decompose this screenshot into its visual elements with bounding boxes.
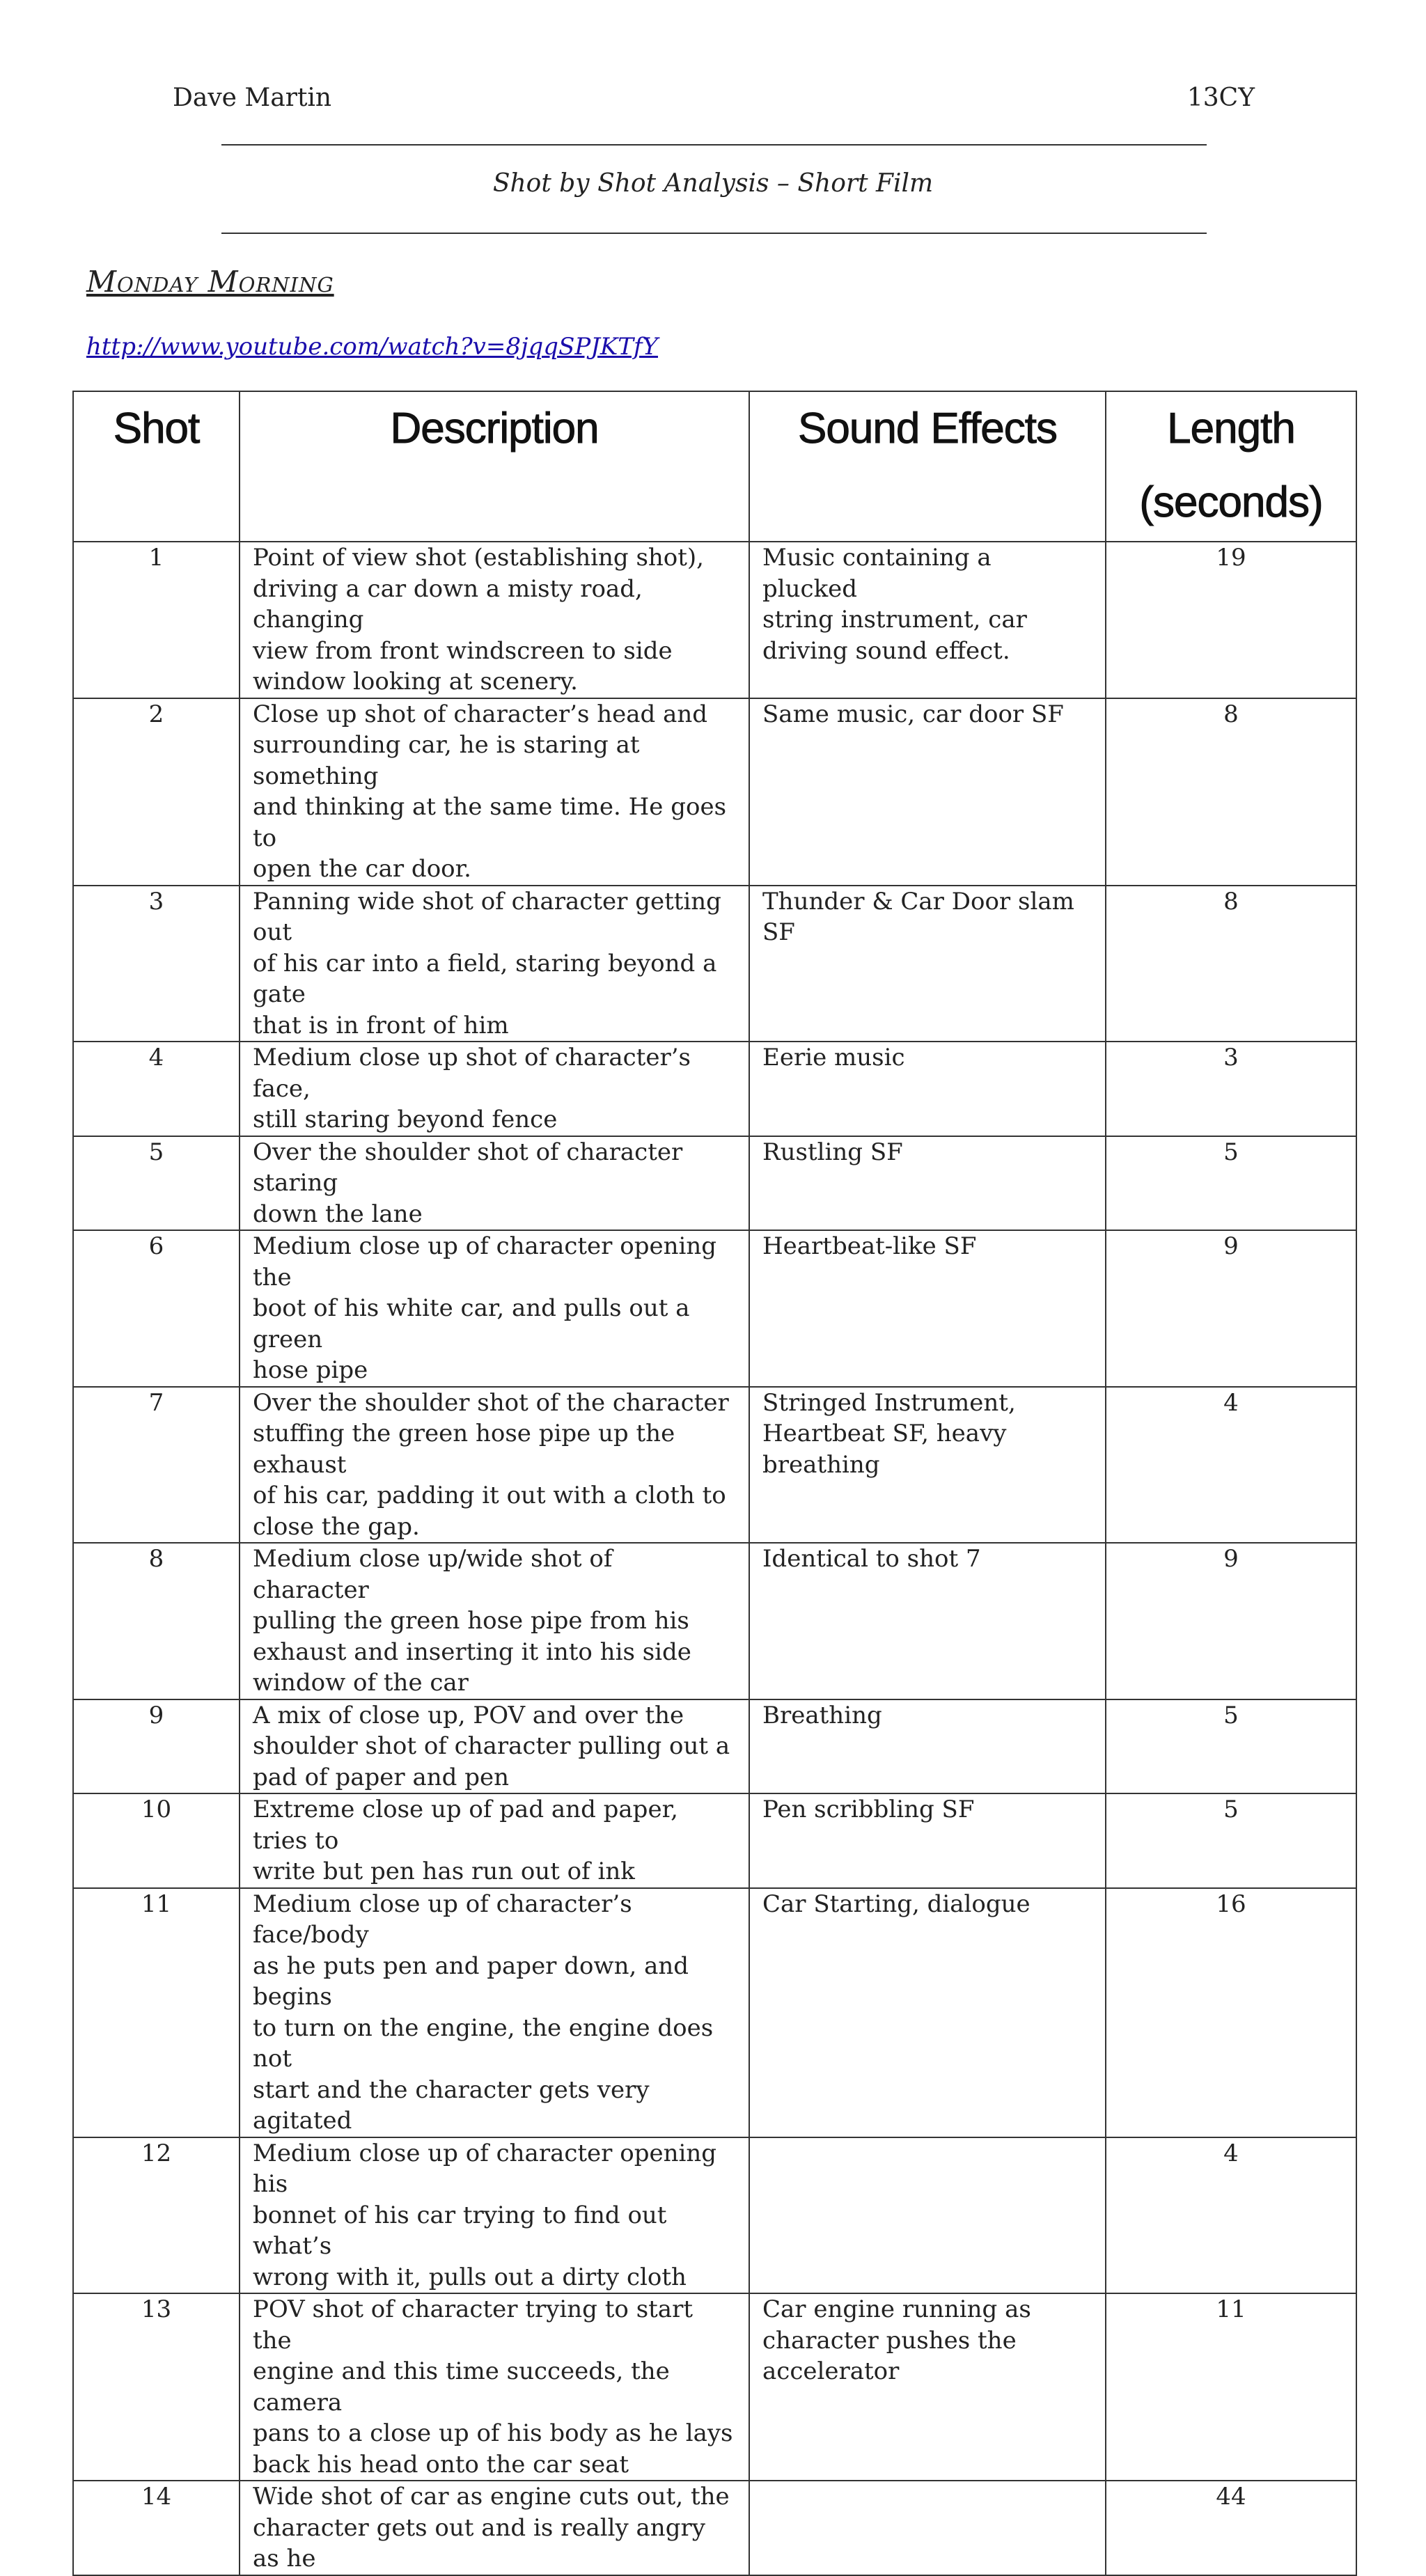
shot-sound: Identical to shot 7 <box>749 1543 1106 1699</box>
header-rule-top <box>221 144 1207 146</box>
shot-number: 1 <box>73 542 240 698</box>
shot-table-header-row <box>73 391 1356 542</box>
shot-sound: Stringed Instrument, Heartbeat SF, heavy breathing <box>749 1387 1106 1544</box>
shot-description: Wide shot of car as engine cuts out, the character gets out and is really angry as he <box>240 2481 749 2575</box>
shot-length: 5 <box>1106 1699 1356 1794</box>
table-row <box>73 1136 1356 1231</box>
shot-sound: Same music, car door SF <box>749 698 1106 886</box>
shot-description: Medium close up of character opening his bonnet of his car trying to find out what’s wrong with it, pulls out a dirty cloth <box>240 2137 749 2294</box>
shot-length: 44 <box>1106 2481 1356 2575</box>
shot-length: 9 <box>1106 1543 1356 1699</box>
shot-sound: Car engine running as character pushes the accelerator <box>749 2293 1106 2481</box>
shot-number: 5 <box>73 1136 240 1231</box>
shot-number: 8 <box>73 1543 240 1699</box>
shot-description: Medium close up of character opening the boot of his white car, and pulls out a green hose pipe <box>240 1230 749 1387</box>
shot-description: Close up shot of character’s head and surrounding car, he is staring at something and thinking at the same time. He goes to open the car door. <box>240 698 749 886</box>
table-row <box>73 1230 1356 1387</box>
shot-description: Over the shoulder shot of the character stuffing the green hose pipe up the exhaust of his car, padding it out with a cloth to close the gap. <box>240 1387 749 1544</box>
table-row <box>73 1042 1356 1136</box>
shot-number: 6 <box>73 1230 240 1387</box>
shot-table <box>72 391 1357 2576</box>
shot-length: 5 <box>1106 1793 1356 1888</box>
table-row <box>73 1387 1356 1544</box>
shot-length: 8 <box>1106 698 1356 886</box>
shot-length: 16 <box>1106 1888 1356 2137</box>
table-row <box>73 1793 1356 1888</box>
table-row <box>73 886 1356 1042</box>
shot-number: 4 <box>73 1042 240 1136</box>
shot-number: 14 <box>73 2481 240 2575</box>
shot-number: 12 <box>73 2137 240 2294</box>
shot-length: 4 <box>1106 2137 1356 2294</box>
shot-sound: Breathing <box>749 1699 1106 1794</box>
header-sound-effects: Sound Effects <box>749 391 1106 542</box>
shot-sound: Eerie music <box>749 1042 1106 1136</box>
shot-sound: Pen scribbling SF <box>749 1793 1106 1888</box>
shot-number: 11 <box>73 1888 240 2137</box>
shot-number: 7 <box>73 1387 240 1544</box>
shot-number: 2 <box>73 698 240 886</box>
shot-sound: Heartbeat-like SF <box>749 1230 1106 1387</box>
shot-description: Medium close up of character’s face/body as he puts pen and paper down, and begins to turn on the engine, the engine does not start and the character gets very agitated <box>240 1888 749 2137</box>
shot-length: 3 <box>1106 1042 1356 1136</box>
shot-length: 19 <box>1106 542 1356 698</box>
class-code: 13CY <box>1186 84 1255 112</box>
shot-length: 11 <box>1106 2293 1356 2481</box>
table-row <box>73 1543 1356 1699</box>
shot-length: 4 <box>1106 1387 1356 1544</box>
shot-sound: Music containing a plucked string instrument, car driving sound effect. <box>749 542 1106 698</box>
shot-number: 9 <box>73 1699 240 1794</box>
film-link[interactable]: http://www.youtube.com/watch?v=8jqqSPJKTfY <box>86 333 658 361</box>
header-length: Length (seconds) <box>1106 391 1356 542</box>
shot-number: 13 <box>73 2293 240 2481</box>
table-row <box>73 698 1356 886</box>
header-rule-bottom <box>221 233 1207 234</box>
shot-sound <box>749 2137 1106 2294</box>
table-row <box>73 2137 1356 2294</box>
shot-number: 10 <box>73 1793 240 1888</box>
shot-length: 9 <box>1106 1230 1356 1387</box>
header-shot: Shot <box>73 391 240 542</box>
shot-description: Extreme close up of pad and paper, tries to write but pen has run out of ink <box>240 1793 749 1888</box>
author-name: Dave Martin <box>173 84 332 112</box>
table-row <box>73 2481 1356 2575</box>
table-row <box>73 2293 1356 2481</box>
shot-number: 3 <box>73 886 240 1042</box>
shot-sound: Car Starting, dialogue <box>749 1888 1106 2137</box>
shot-sound: Thunder & Car Door slam SF <box>749 886 1106 1042</box>
shot-length: 5 <box>1106 1136 1356 1231</box>
shot-sound: Rustling SF <box>749 1136 1106 1231</box>
shot-description: Over the shoulder shot of character staring down the lane <box>240 1136 749 1231</box>
table-row <box>73 1888 1356 2137</box>
shot-sound <box>749 2481 1106 2575</box>
shot-length: 8 <box>1106 886 1356 1042</box>
table-row <box>73 542 1356 698</box>
shot-description: A mix of close up, POV and over the shoulder shot of character pulling out a pad of paper and pen <box>240 1699 749 1794</box>
shot-description: Point of view shot (establishing shot), driving a car down a misty road, changing view from front windscreen to side window looking at scenery. <box>240 542 749 698</box>
table-row <box>73 1699 1356 1794</box>
shot-description: POV shot of character trying to start the engine and this time succeeds, the camera pans to a close up of his body as he lays back his head onto the car seat <box>240 2293 749 2481</box>
document-subtitle: Shot by Shot Analysis – Short Film <box>492 169 934 198</box>
film-title: Monday Morning <box>86 265 334 299</box>
shot-description: Medium close up shot of character’s face, still staring beyond fence <box>240 1042 749 1136</box>
header-description: Description <box>240 391 749 542</box>
shot-description: Panning wide shot of character getting out of his car into a field, staring beyond a gate that is in front of him <box>240 886 749 1042</box>
shot-description: Medium close up/wide shot of character pulling the green hose pipe from his exhaust and inserting it into his side window of the car <box>240 1543 749 1699</box>
